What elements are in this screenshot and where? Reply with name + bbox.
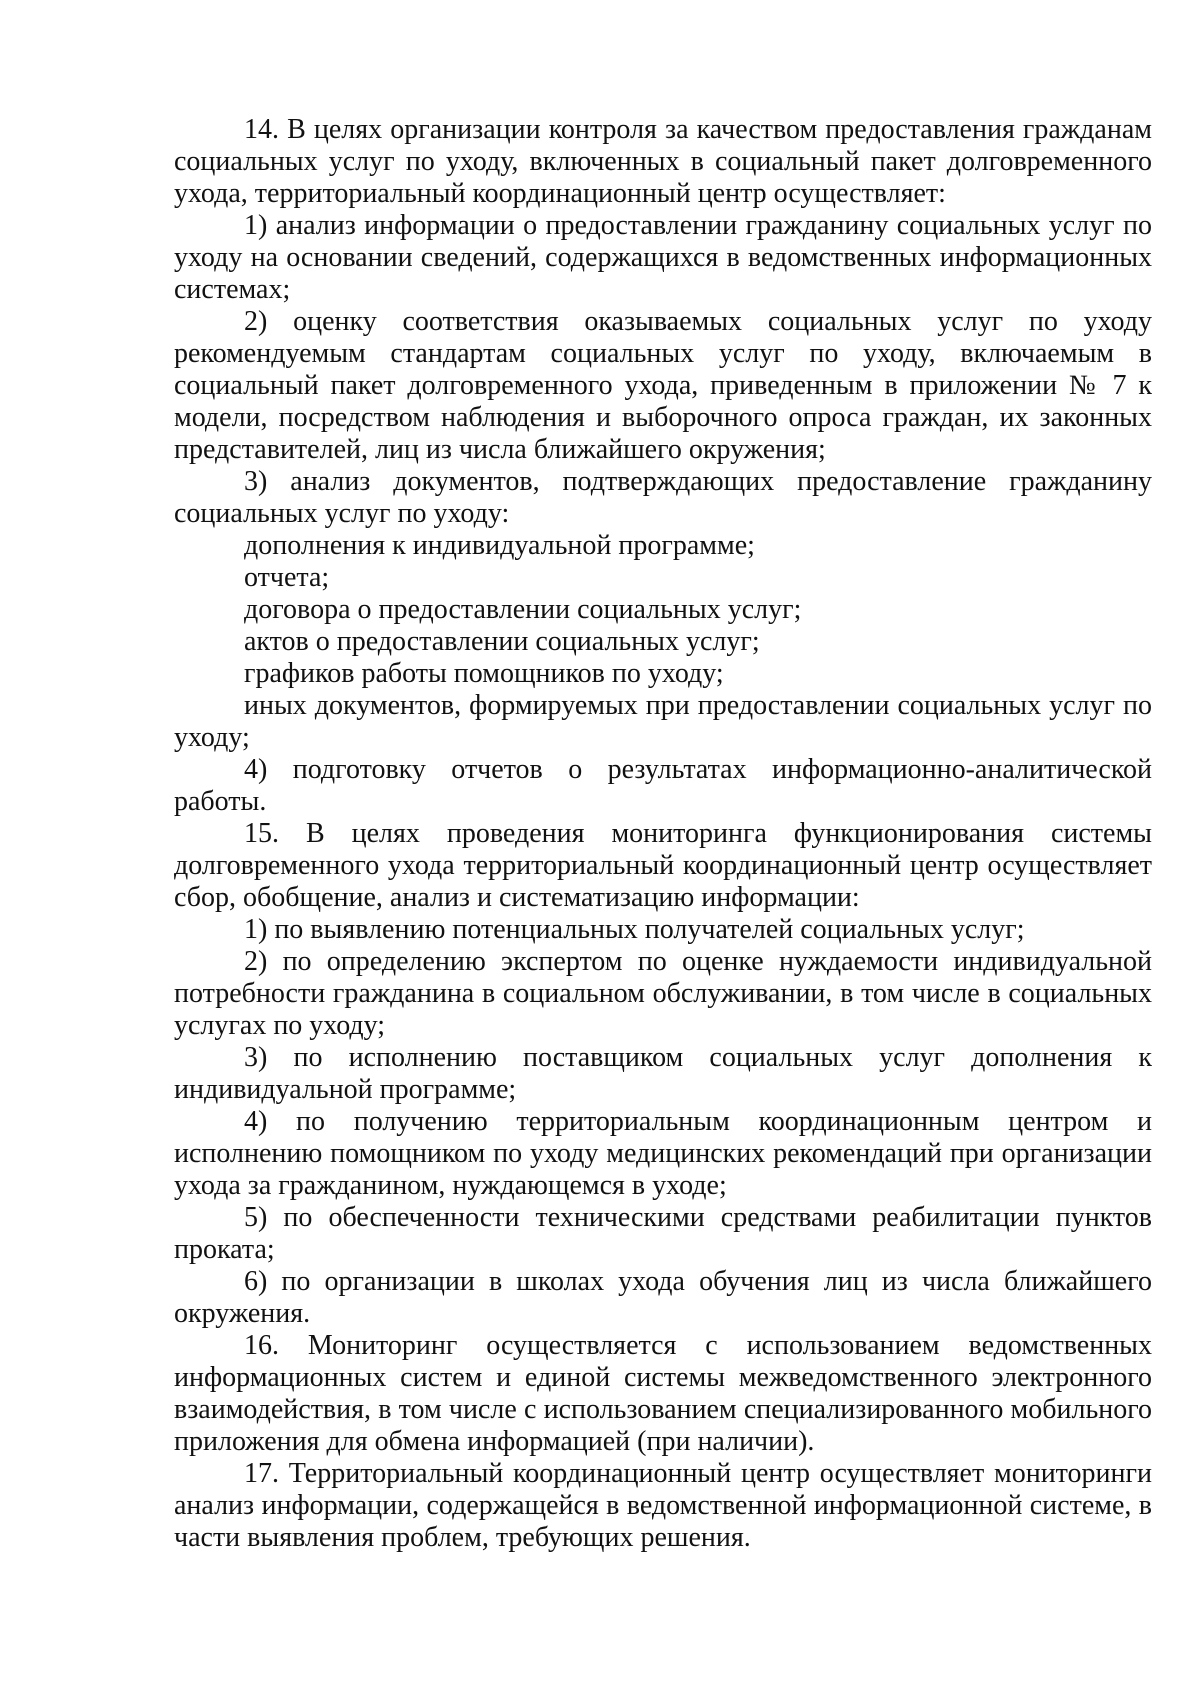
paragraph-14-item-4: 4) подготовку отчетов о результатах информационно-аналитической работы. <box>174 754 1152 817</box>
paragraph-15-item-3: 3) по исполнению поставщиком социальных услуг дополнения к индивидуальной программе; <box>174 1042 1152 1105</box>
paragraph-15: 15. В целях проведения мониторинга функционирования системы долговременного ухода территориальный координационный центр осуществляет сбор, обобщение, анализ и систематизацию информации: <box>174 818 1152 913</box>
paragraph-15-item-6: 6) по организации в школах ухода обучения лиц из числа ближайшего окружения. <box>174 1266 1152 1329</box>
paragraph-16: 16. Мониторинг осуществляется с использованием ведомственных информационных систем и единой системы межведомственного электронного взаимодействия, в том числе с использованием специализированного мобильного приложения для обмена информацией (при наличии). <box>174 1330 1152 1457</box>
document-page <box>174 114 1152 1554</box>
paragraph-14-item-1: 1) анализ информации о предоставлении гражданину социальных услуг по уходу на основании сведений, содержащихся в ведомственных информационных системах; <box>174 210 1152 305</box>
paragraph-14-item-3: 3) анализ документов, подтверждающих предоставление гражданину социальных услуг по уходу: <box>174 466 1152 529</box>
paragraph-15-item-2: 2) по определению экспертом по оценке нуждаемости индивидуальной потребности гражданина в социальном обслуживании, в том числе в социальных услугах по уходу; <box>174 946 1152 1041</box>
document-list-line: дополнения к индивидуальной программе; <box>244 530 755 561</box>
document-list-line: отчета; <box>244 562 330 593</box>
document-list-line: актов о предоставлении социальных услуг; <box>244 626 760 657</box>
paragraph-15-item-1: 1) по выявлению потенциальных получателей социальных услуг; <box>244 914 1025 945</box>
document-list-line: договора о предоставлении социальных услуг; <box>244 594 802 625</box>
document-list-line: графиков работы помощников по уходу; <box>244 658 724 689</box>
paragraph-14: 14. В целях организации контроля за качеством предоставления гражданам социальных услуг по уходу, включенных в социальный пакет долговременного ухода, территориальный координационный центр осуществляет: <box>174 114 1152 209</box>
paragraph-17: 17. Территориальный координационный центр осуществляет мониторинги анализ информации, содержащейся в ведомственной информационной системе, в части выявления проблем, требующих решения. <box>174 1458 1152 1553</box>
document-list-line: иных документов, формируемых при предоставлении социальных услуг по уходу; <box>174 690 1152 753</box>
paragraph-14-item-2: 2) оценку соответствия оказываемых социальных услуг по уходу рекомендуемым стандартам социальных услуг по уходу, включаемым в социальный пакет долговременного ухода, приведенным в приложении № 7 к модели, посредством наблюдения и выборочного опроса граждан, их законных представителей, лиц из числа ближайшего окружения; <box>174 306 1152 465</box>
paragraph-15-item-5: 5) по обеспеченности техническими средствами реабилитации пунктов проката; <box>174 1202 1152 1265</box>
paragraph-15-item-4: 4) по получению территориальным координационным центром и исполнению помощником по уходу медицинских рекомендаций при организации ухода за гражданином, нуждающемся в уходе; <box>174 1106 1152 1201</box>
